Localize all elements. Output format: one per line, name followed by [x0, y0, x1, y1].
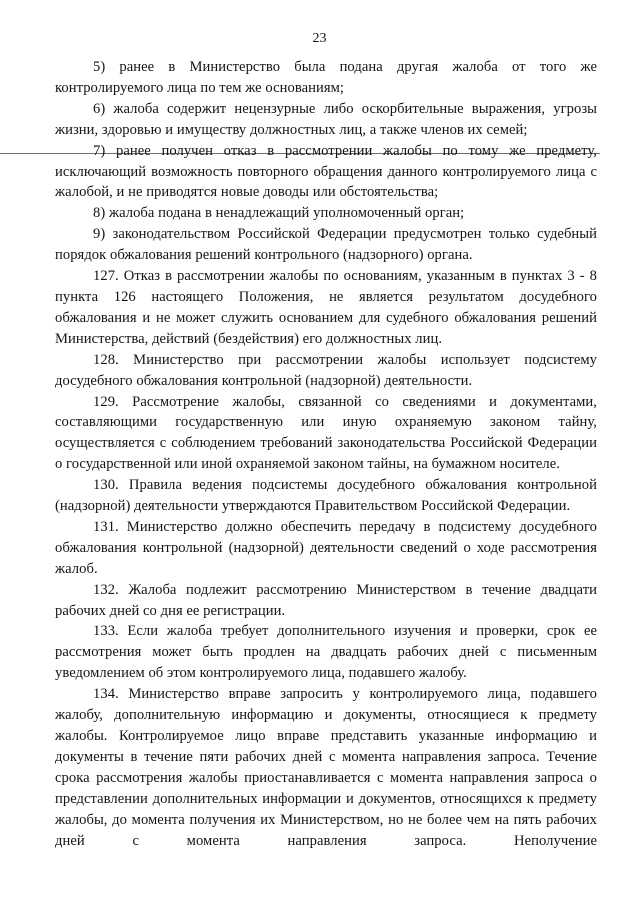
clause-8-paragraph: 8) жалоба подана в ненадлежащий уполномоченный орган;	[93, 205, 465, 222]
clause-6-paragraph: 6) жалоба содержит нецензурные либо оскорбительные выражения, угрозы жизни, здоровью и имуществу должностных лиц, а также членов их семей;	[55, 100, 597, 138]
item-130-paragraph: 130. Правила ведения подсистемы досудебного обжалования контрольной (надзорной) деятельности утверждаются Правительством Российской Федерации.	[55, 477, 597, 515]
page-number: 23	[312, 31, 327, 46]
item-131-paragraph: 131. Министерство должно обеспечить передачу в подсистему досудебного обжалования контрольной (надзорной) деятельности сведений о ходе рассмотрения жалоб.	[55, 518, 597, 577]
clause-5-paragraph: 5) ранее в Министерство была подана другая жалоба от того же контролируемого лица по тем же основаниям;	[55, 59, 597, 96]
item-127-paragraph: 127. Отказ в рассмотрении жалобы по основаниям, указанным в пунктах 3 - 8 пункта 126 настоящего Положения, не является результатом досудебного обжалования и не может служить основанием для судебного обжалования решений Министерства, действий (бездействия) его должностных лиц.	[55, 268, 597, 347]
item-133-paragraph: 133. Если жалоба требует дополнительного изучения и проверки, срок ее рассмотрения может быть продлен на двадцать рабочих дней с письменным уведомлением об этом контролируемого лица, подавшего жалобу.	[55, 623, 597, 682]
item-132-paragraph: 132. Жалоба подлежит рассмотрению Министерством в течение двадцати рабочих дней со дня ее регистрации.	[55, 581, 597, 619]
item-128-paragraph: 128. Министерство при рассмотрении жалобы использует подсистему досудебного обжалования контрольной (надзорной) деятельности.	[55, 351, 597, 389]
clause-9-paragraph: 9) законодательством Российской Федерации предусмотрен только судебный порядок обжалования решений контрольного (надзорного) органа.	[55, 226, 597, 264]
document-body	[55, 57, 597, 851]
item-129-paragraph: 129. Рассмотрение жалобы, связанной со сведениями и документами, составляющими государственную или иную охраняемую законом тайну, осуществляется с соблюдением требований законодательства Российской Федерации о государственной или иной охраняемой законом тайны, на бумажном носителе.	[55, 393, 597, 473]
clause-7-paragraph: 7) ранее получен отказ в рассмотрении жалобы по тому же предмету, исключающий возможность повторного обращения данного контролируемого лица с жалобой, и не приводятся новые доводы или обстоятельства;	[55, 142, 597, 201]
item-134-paragraph: 134. Министерство вправе запросить у контролируемого лица, подавшего жалобу, дополнительную информацию и документы, относящиеся к предмету жалобы. Контролируемое лицо вправе представить указанные информацию и документы в течение пяти рабочих дней с момента направления запроса. Течение срока рассмотрения жалобы приостанавливается с момента направления запроса о представлении дополнительных информации и документов, относящихся к предмету жалобы, до момента получения их Министерством, но не более чем на пять рабочих дней с момента направления запроса. Неполучение	[55, 686, 597, 849]
